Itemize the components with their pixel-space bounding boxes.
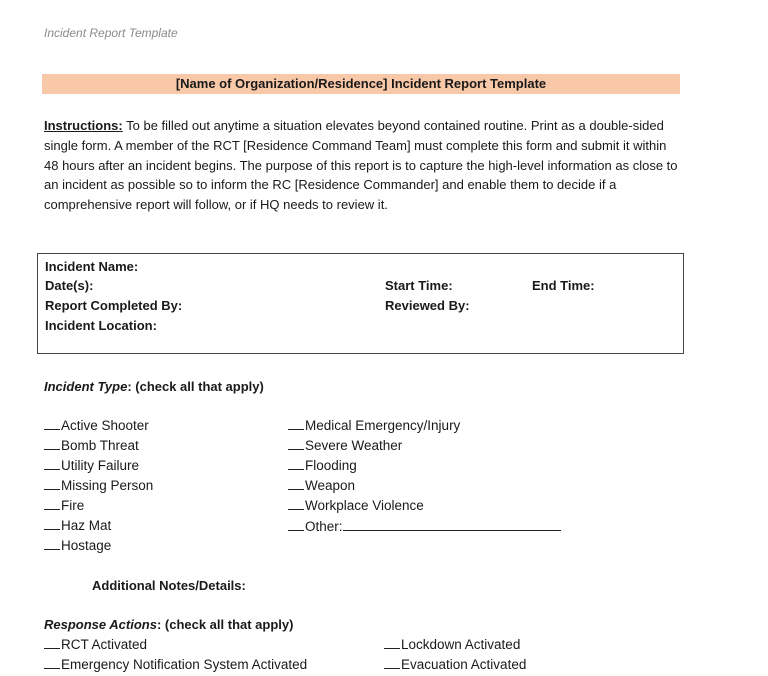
incident-location-label: Incident Location:	[45, 318, 157, 333]
checklist-item-hostage[interactable]	[44, 538, 111, 554]
checklist-item-other[interactable]	[288, 518, 561, 535]
check-blank[interactable]	[288, 439, 304, 450]
checklist-label: Haz Mat	[61, 518, 112, 533]
checklist-label: Weapon	[305, 478, 356, 493]
check-blank[interactable]	[44, 459, 60, 470]
document-title: [Name of Organization/Residence] Incident Report Template	[42, 74, 680, 94]
checklist-label: Utility Failure	[61, 458, 140, 473]
checklist-item-fire[interactable]	[44, 498, 84, 514]
checklist-label: Flooding	[305, 458, 357, 473]
check-blank[interactable]	[44, 419, 60, 430]
other-write-in-line[interactable]	[343, 518, 561, 531]
incident-info-box	[37, 253, 684, 354]
incident-name-label: Incident Name:	[45, 259, 139, 274]
check-blank[interactable]	[288, 520, 304, 531]
checklist-item-weapon[interactable]	[288, 478, 355, 494]
dates-label: Date(s):	[45, 278, 94, 293]
check-blank[interactable]	[44, 658, 60, 669]
check-blank[interactable]	[384, 658, 400, 669]
additional-notes-label: Additional Notes/Details:	[92, 578, 246, 593]
check-blank[interactable]	[288, 499, 304, 510]
end-time-label: End Time:	[532, 278, 595, 293]
response-actions-heading	[44, 617, 293, 632]
incident-type-suffix: : (check all that apply)	[127, 379, 264, 394]
checklist-item-haz-mat[interactable]	[44, 518, 111, 534]
response-actions-title: Response Actions	[44, 617, 157, 632]
check-blank[interactable]	[44, 439, 60, 450]
checklist-label: Medical Emergency/Injury	[305, 418, 461, 433]
instructions-text: To be filled out anytime a situation elevates beyond contained routine. Print as a double-sided single form. A member of the RCT [Residence Command Team] must complete this form and submit it within 48 hours after an incident begins. The purpose of this report is to capture the high-level information as close to an incident as possible so to inform the RC [Residence Commander] and enable them to decide if a comprehensive report will follow, or if HQ needs to review it.	[44, 118, 678, 213]
instructions-label: Instructions:	[44, 118, 123, 133]
instructions-paragraph	[44, 116, 684, 215]
checklist-label: Workplace Violence	[305, 498, 424, 513]
report-completed-by-label: Report Completed By:	[45, 298, 183, 313]
checklist-label: Active Shooter	[61, 418, 149, 433]
checklist-label: Bomb Threat	[61, 438, 139, 453]
start-time-label: Start Time:	[385, 278, 453, 293]
checklist-item-evacuation-activated[interactable]	[384, 657, 526, 673]
check-blank[interactable]	[44, 539, 60, 550]
checklist-item-flooding[interactable]	[288, 458, 357, 474]
reviewed-by-label: Reviewed By:	[385, 298, 470, 313]
check-blank[interactable]	[288, 459, 304, 470]
incident-type-title: Incident Type	[44, 379, 128, 394]
checklist-label: Severe Weather	[305, 438, 403, 453]
check-blank[interactable]	[288, 419, 304, 430]
checklist-label: Evacuation Activated	[401, 657, 527, 672]
check-blank[interactable]	[44, 638, 60, 649]
check-blank[interactable]	[44, 499, 60, 510]
checklist-item-rct-activated[interactable]	[44, 637, 147, 653]
checklist-item-workplace-violence[interactable]	[288, 498, 424, 514]
check-blank[interactable]	[288, 479, 304, 490]
checklist-item-missing-person[interactable]	[44, 478, 153, 494]
check-blank[interactable]	[44, 479, 60, 490]
checklist-label: Missing Person	[61, 478, 154, 493]
checklist-item-medical-emergency[interactable]	[288, 418, 460, 434]
check-blank[interactable]	[44, 519, 60, 530]
checklist-label: Emergency Notification System Activated	[61, 657, 308, 672]
checklist-label: Hostage	[61, 538, 112, 553]
checklist-label: Lockdown Activated	[401, 637, 521, 652]
incident-type-heading	[44, 379, 264, 394]
checklist-item-bomb-threat[interactable]	[44, 438, 139, 454]
document-header-label: Incident Report Template	[44, 26, 178, 40]
checklist-item-utility-failure[interactable]	[44, 458, 139, 474]
checklist-item-lockdown-activated[interactable]	[384, 637, 520, 653]
checklist-item-active-shooter[interactable]	[44, 418, 149, 434]
check-blank[interactable]	[384, 638, 400, 649]
checklist-item-emergency-notification[interactable]	[44, 657, 307, 673]
checklist-label: Other:	[305, 519, 343, 534]
response-actions-suffix: : (check all that apply)	[156, 617, 294, 632]
checklist-item-severe-weather[interactable]	[288, 438, 402, 454]
checklist-label: Fire	[61, 498, 85, 513]
checklist-label: RCT Activated	[61, 637, 148, 652]
